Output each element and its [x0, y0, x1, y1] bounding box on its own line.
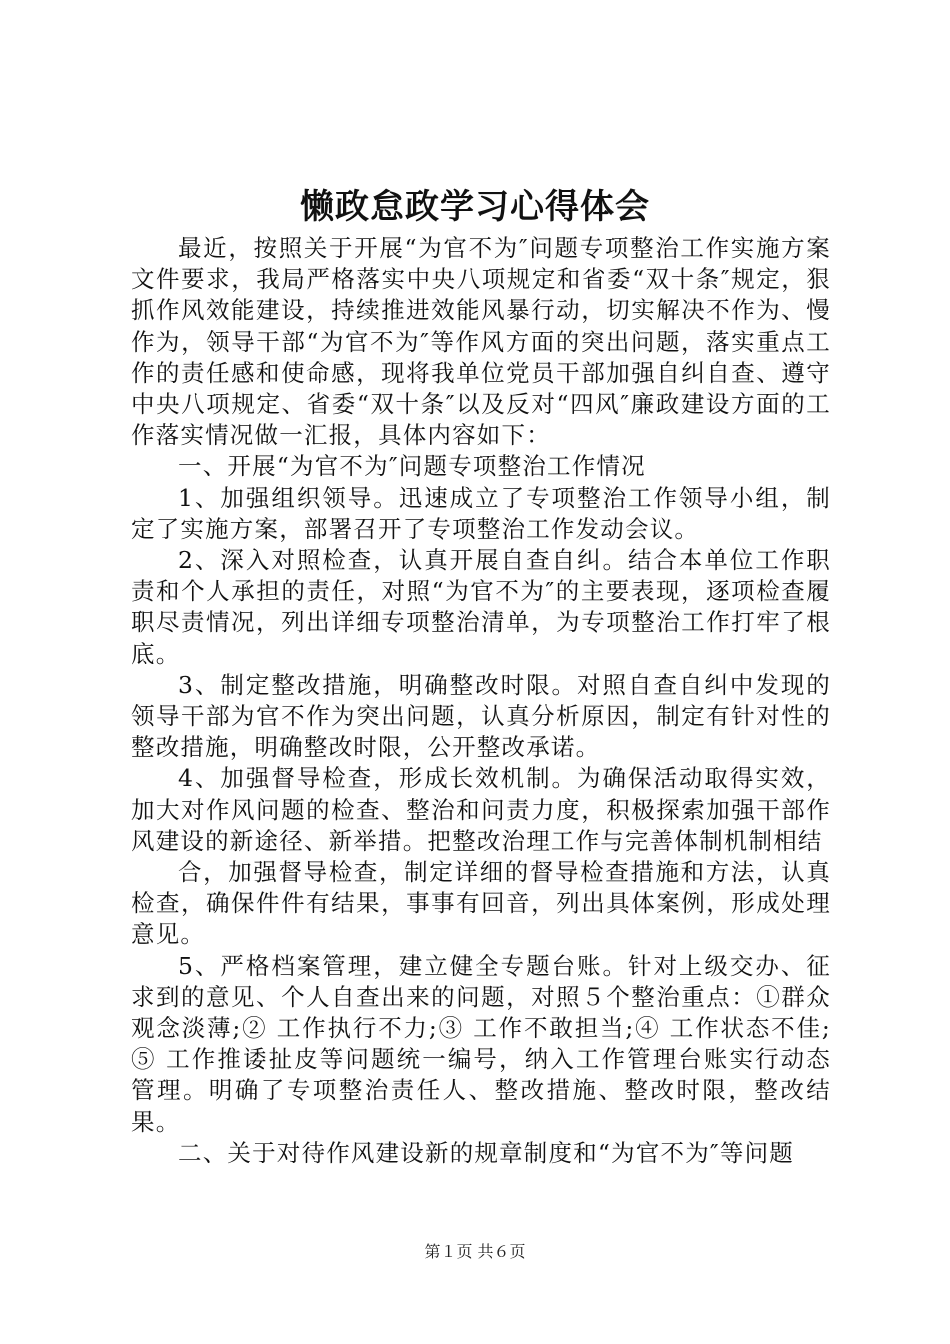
- paragraph: 2、深入对照检查，认真开展自查自纠。结合本单位工作职责和个人承担的责任，对照“为官不为″的主要表现，逐项检查履职尽责情况，列出详细专项整治清单，为专项整治工作打牢了根底。: [131, 546, 831, 668]
- paragraph: 3、制定整改措施，明确整改时限。对照自查自纠中发现的领导干部为官不作为突出问题，认真分析原因，制定有针对性的整改措施，明确整改时限，公开整改承诺。: [131, 670, 831, 762]
- section-heading: 一、开展“为官不为″问题专项整治工作情况: [178, 452, 646, 481]
- paragraph: 最近，按照关于开展“为官不为″问题专项整治工作实施方案文件要求，我局严格落实中央八项规定和省委“双十条″规定，狠抓作风效能建设，持续推进效能风暴行动，切实解决不作为、慢作为，领导干部“为官不为″等作风方面的突出问题，落实重点工作的责任感和使命感，现将我单位党员干部加强自纠自查、遵守中央八项规定、省委“双十条″以及反对“四风″廉政建设方面的工作落实情况做一汇报，具体内容如下：: [131, 234, 831, 450]
- paragraph: 合，加强督导检查，制定详细的督导检查措施和方法，认真检查，确保件件有结果，事事有回音，列出具体案例，形成处理意见。: [131, 858, 831, 949]
- paragraph: 1、加强组织领导。迅速成立了专项整治工作领导小组，制定了实施方案，部署召开了专项整治工作发动会议。: [131, 483, 831, 543]
- document-body: [131, 233, 831, 1169]
- section-heading: 二、关于对待作风建设新的规章制度和“为官不为″等问题: [178, 1138, 794, 1167]
- paragraph: 4、加强督导检查，形成长效机制。为确保活动取得实效，加大对作风问题的检查、整治和问责力度，积极探索加强干部作风建设的新途径、新举措。把整改治理工作与完善体制机制相结: [131, 764, 831, 855]
- paragraph: 5、严格档案管理，建立健全专题台账。针对上级交办、征求到的意见、个人自查出来的问题，对照５个整治重点：①群众观念淡薄;② 工作执行不力;③ 工作不敢担当;④ 工作状态不佳;⑤ 工作推诿扯皮等问题统一编号，纳入工作管理台账实行动态管理。明确了专项整治责任人、整改措施、整改时限，整改结果。: [131, 951, 831, 1136]
- document-title: 懒政怠政学习心得体会: [300, 187, 650, 227]
- page-footer: 第１页 共６页: [424, 1242, 526, 1261]
